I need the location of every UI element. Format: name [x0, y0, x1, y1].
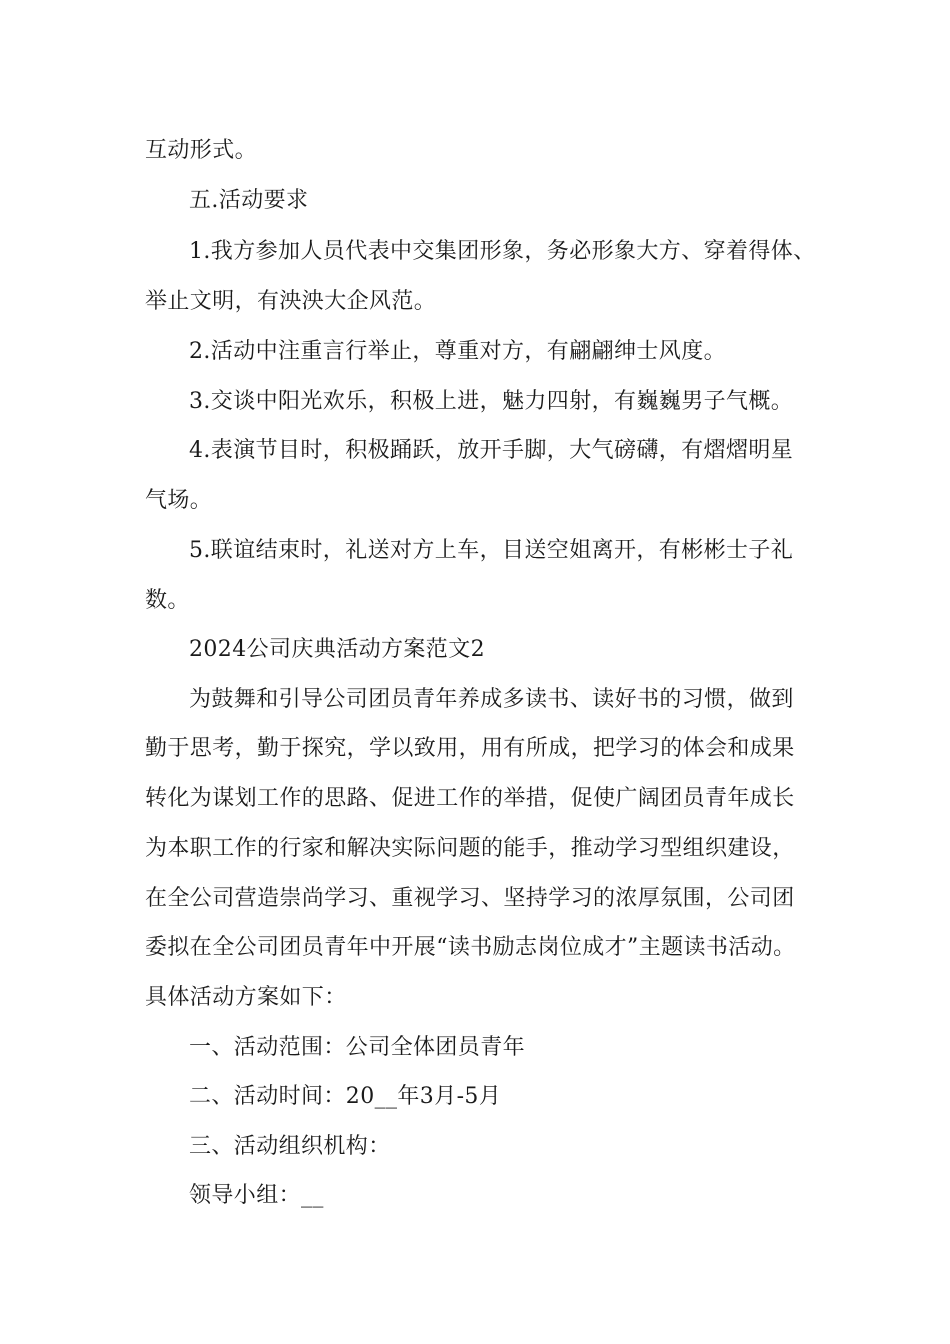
paragraph-line: 委拟在全公司团员青年中开展“读书励志岗位成才”主题读书活动。	[145, 935, 796, 960]
text-line: 数。	[145, 588, 190, 613]
paragraph-line: 具体活动方案如下：	[145, 985, 347, 1010]
list-item: 3.交谈中阳光欢乐，积极上进，魅力四射，有巍巍男子气概。	[189, 389, 794, 414]
paragraph-line: 转化为谋划工作的思路、促进工作的举措，促使广阔团员青年成长	[145, 786, 795, 811]
paragraph-line: 为本职工作的行家和解决实际问题的能手，推动学习型组织建设，	[145, 836, 795, 861]
text-line: 互动形式。	[145, 138, 258, 163]
text-line: 气场。	[145, 488, 213, 513]
section-item: 三、活动组织机构：	[189, 1134, 391, 1159]
text-line: 举止文明，有泱泱大企风范。	[145, 289, 437, 314]
section-item: 一、活动范围：公司全体团员青年	[189, 1035, 526, 1060]
section-heading: 五.活动要求	[189, 188, 309, 213]
document-heading: 2024公司庆典活动方案范文2	[189, 637, 485, 662]
paragraph-line: 勤于思考，勤于探究，学以致用，用有所成，把学习的体会和成果	[145, 736, 795, 761]
list-item: 5.联谊结束时，礼送对方上车，目送空姐离开，有彬彬士子礼	[189, 538, 794, 563]
list-item: 1.我方参加人员代表中交集团形象，务必形象大方、穿着得体、	[189, 239, 816, 264]
paragraph-line: 为鼓舞和引导公司团员青年养成多读书、读好书的习惯，做到	[189, 687, 794, 712]
section-item: 二、活动时间：20__年3月-5月	[189, 1084, 502, 1109]
list-item: 4.表演节目时，积极踊跃，放开手脚，大气磅礴，有熠熠明星	[189, 438, 794, 463]
paragraph-line: 在全公司营造崇尚学习、重视学习、坚持学习的浓厚氛围，公司团	[145, 886, 795, 911]
section-item: 领导小组：__	[189, 1183, 324, 1208]
list-item: 2.活动中注重言行举止，尊重对方，有翩翩绅士风度。	[189, 339, 726, 364]
